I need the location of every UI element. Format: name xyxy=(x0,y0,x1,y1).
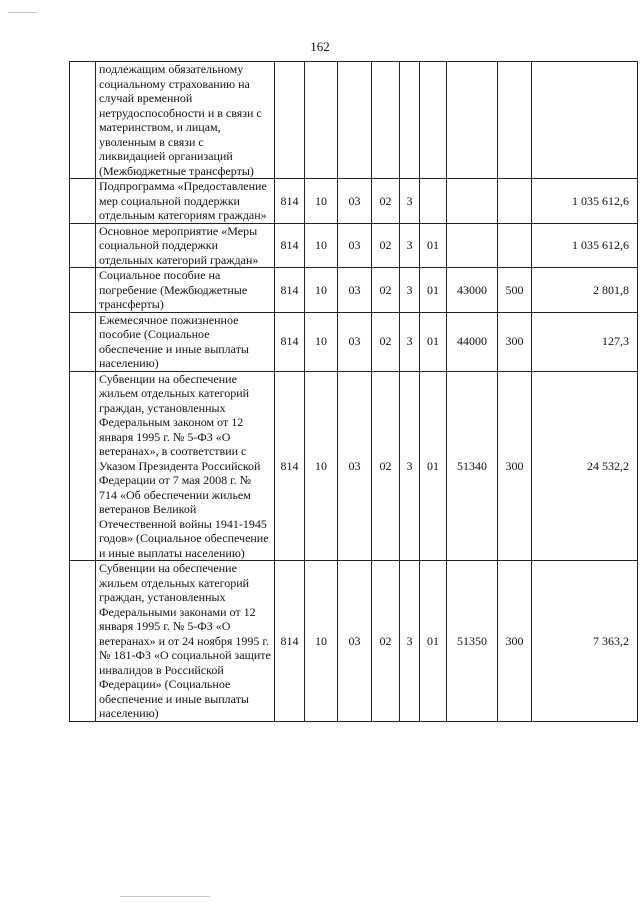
subsection-code: 03 xyxy=(338,179,372,224)
direction-code xyxy=(447,223,498,268)
table-row xyxy=(70,179,638,224)
item-name: Субвенции на обеспечение жильем отдельных категорий граждан, установленных Федеральным законом от 12 января 1995 г. № 5-ФЗ «О ветеранах», в соответствии с Указом Президента Российской Федерации от 7 мая 2008 г. № 714 «Об обеспечении жильем ветеранов Великой Отечественной войны 1941-1945 годов» (Социальное обеспечение и иные выплаты населению) xyxy=(96,371,275,561)
amount xyxy=(532,62,638,179)
subprogram-code: 3 xyxy=(400,561,420,722)
expense-type-code xyxy=(498,223,532,268)
row-margin-cell xyxy=(70,371,96,561)
table-row xyxy=(70,223,638,268)
direction-code xyxy=(447,179,498,224)
activity-code xyxy=(420,62,447,179)
budget-table xyxy=(69,61,638,722)
expense-type-code xyxy=(498,179,532,224)
activity-code: 01 xyxy=(420,223,447,268)
section-code xyxy=(305,62,338,179)
row-margin-cell xyxy=(70,561,96,722)
subprogram-code xyxy=(400,62,420,179)
direction-code: 44000 xyxy=(447,312,498,371)
activity-code: 01 xyxy=(420,268,447,313)
subprogram-code: 3 xyxy=(400,268,420,313)
expense-type-code: 300 xyxy=(498,561,532,722)
section-code: 10 xyxy=(305,371,338,561)
row-margin-cell xyxy=(70,179,96,224)
direction-code: 51340 xyxy=(447,371,498,561)
subprogram-code: 3 xyxy=(400,179,420,224)
item-name: Основное мероприятие «Меры социальной поддержки отдельных категорий граждан» xyxy=(96,223,275,268)
subprogram-code: 3 xyxy=(400,312,420,371)
table-row xyxy=(70,312,638,371)
scan-artifact xyxy=(8,12,38,13)
program-code: 02 xyxy=(372,312,400,371)
amount: 7 363,2 xyxy=(532,561,638,722)
row-margin-cell xyxy=(70,62,96,179)
row-margin-cell xyxy=(70,223,96,268)
ministry-code: 814 xyxy=(275,223,305,268)
table-row xyxy=(70,561,638,722)
item-name: подлежащим обязательному социальному страхованию на случай временной нетрудоспособности и в связи с материнством, и лицам, уволенным в связи с ликвидацией организаций (Межбюджетные трансферты) xyxy=(96,62,275,179)
amount: 2 801,8 xyxy=(532,268,638,313)
direction-code: 51350 xyxy=(447,561,498,722)
subsection-code: 03 xyxy=(338,223,372,268)
ministry-code: 814 xyxy=(275,312,305,371)
row-margin-cell xyxy=(70,268,96,313)
expense-type-code: 500 xyxy=(498,268,532,313)
ministry-code: 814 xyxy=(275,268,305,313)
table-row xyxy=(70,62,638,179)
item-name: Социальное пособие на погребение (Межбюджетные трансферты) xyxy=(96,268,275,313)
program-code: 02 xyxy=(372,179,400,224)
activity-code: 01 xyxy=(420,312,447,371)
program-code: 02 xyxy=(372,268,400,313)
program-code: 02 xyxy=(372,561,400,722)
activity-code: 01 xyxy=(420,371,447,561)
item-name: Подпрограмма «Предоставление мер социальной поддержки отдельным категориям граждан» xyxy=(96,179,275,224)
table-row xyxy=(70,371,638,561)
subsection-code: 03 xyxy=(338,268,372,313)
expense-type-code: 300 xyxy=(498,371,532,561)
ministry-code: 814 xyxy=(275,179,305,224)
activity-code xyxy=(420,179,447,224)
subsection-code: 03 xyxy=(338,371,372,561)
ministry-code xyxy=(275,62,305,179)
amount: 1 035 612,6 xyxy=(532,179,638,224)
subprogram-code: 3 xyxy=(400,223,420,268)
page-number: 162 xyxy=(310,39,330,54)
expense-type-code: 300 xyxy=(498,312,532,371)
amount: 24 532,2 xyxy=(532,371,638,561)
program-code: 02 xyxy=(372,223,400,268)
subsection-code: 03 xyxy=(338,312,372,371)
expense-type-code xyxy=(498,62,532,179)
section-code: 10 xyxy=(305,179,338,224)
section-code: 10 xyxy=(305,223,338,268)
program-code: 02 xyxy=(372,371,400,561)
row-margin-cell xyxy=(70,312,96,371)
ministry-code: 814 xyxy=(275,561,305,722)
direction-code: 43000 xyxy=(447,268,498,313)
scan-artifact xyxy=(120,896,210,897)
subprogram-code: 3 xyxy=(400,371,420,561)
ministry-code: 814 xyxy=(275,371,305,561)
table-row xyxy=(70,268,638,313)
item-name: Субвенции на обеспечение жильем отдельных категорий граждан, установленных Федеральными законами от 12 января 1995 г. № 5-ФЗ «О ветеранах» и от 24 ноября 1995 г. № 181-ФЗ «О социальной защите инвалидов в Российской Федерации» (Социальное обеспечение и иные выплаты населению) xyxy=(96,561,275,722)
section-code: 10 xyxy=(305,561,338,722)
subsection-code xyxy=(338,62,372,179)
section-code: 10 xyxy=(305,268,338,313)
section-code: 10 xyxy=(305,312,338,371)
amount: 1 035 612,6 xyxy=(532,223,638,268)
amount: 127,3 xyxy=(532,312,638,371)
activity-code: 01 xyxy=(420,561,447,722)
item-name: Ежемесячное пожизненное пособие (Социальное обеспечение и иные выплаты населению) xyxy=(96,312,275,371)
program-code xyxy=(372,62,400,179)
direction-code xyxy=(447,62,498,179)
subsection-code: 03 xyxy=(338,561,372,722)
